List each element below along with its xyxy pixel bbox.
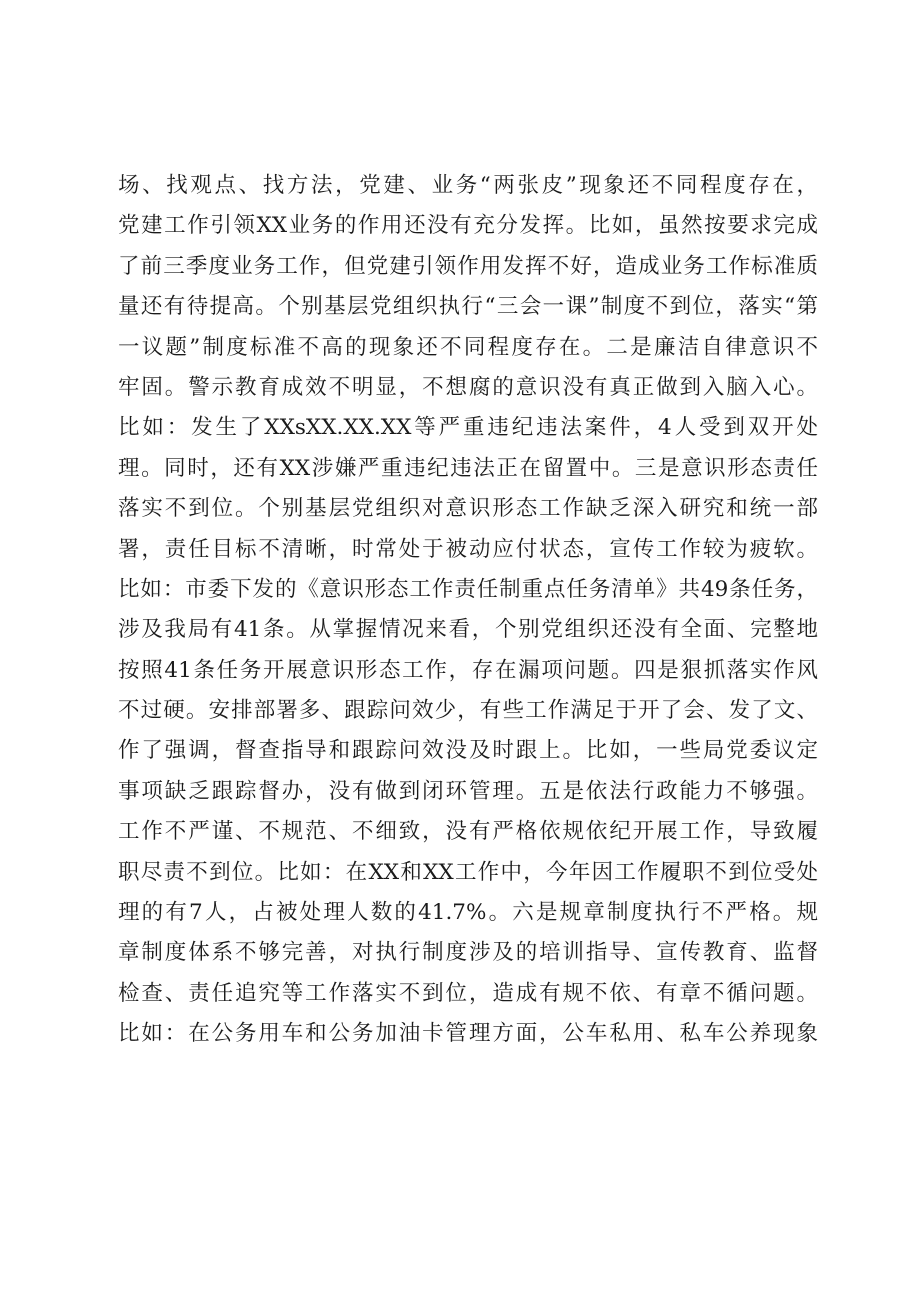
- text-line-7: 比如：发生了XXsXX.XX.XX等严重违纪违法案件，4人受到双开处: [118, 415, 818, 441]
- text-line-22: 比如：在公务用车和公务加油卡管理方面，公车私用、私车公养现象: [118, 1021, 818, 1047]
- text-line-14: 不过硬。安排部署多、跟踪问效少，有些工作满足于开了会、发了文、: [118, 698, 818, 724]
- text-line-11: 比如：市委下发的《意识形态工作责任制重点任务清单》共49条任务，: [118, 576, 818, 602]
- text-line-2: 党建工作引领XX业务的作用还没有充分发挥。比如，虽然按要求完成: [118, 213, 818, 239]
- text-line-3: 了前三季度业务工作，但党建引领作用发挥不好，造成业务工作标准质: [118, 253, 818, 279]
- text-line-17: 工作不严谨、不规范、不细致，没有严格依规依纪开展工作，导致履: [118, 819, 818, 845]
- text-line-16: 事项缺乏跟踪督办，没有做到闭环管理。五是依法行政能力不够强。: [118, 778, 818, 804]
- text-line-4: 量还有待提高。个别基层党组织执行“三会一课”制度不到位，落实“第: [118, 294, 818, 320]
- text-line-18: 职尽责不到位。比如：在XX和XX工作中，今年因工作履职不到位受处: [118, 859, 818, 885]
- text-line-8: 理。同时，还有XX涉嫌严重违纪违法正在留置中。三是意识形态责任: [118, 455, 818, 481]
- text-line-12: 涉及我局有41条。从掌握情况来看，个别党组织还没有全面、完整地: [118, 617, 818, 643]
- text-line-20: 章制度体系不够完善，对执行制度涉及的培训指导、宣传教育、监督: [118, 940, 818, 966]
- text-line-15: 作了强调，督查指导和跟踪问效没及时跟上。比如，一些局党委议定: [118, 738, 818, 764]
- text-line-5: 一议题”制度标准不高的现象还不同程度存在。二是廉洁自律意识不: [118, 334, 818, 360]
- text-line-21: 检查、责任追究等工作落实不到位，造成有规不依、有章不循问题。: [118, 980, 818, 1006]
- text-line-1: 场、找观点、找方法，党建、业务“两张皮”现象还不同程度存在，: [118, 173, 818, 198]
- body-paragraph: [118, 166, 818, 1055]
- text-line-10: 署，责任目标不清晰，时常处于被动应付状态，宣传工作较为疲软。: [118, 536, 818, 562]
- text-line-13: 按照41条任务开展意识形态工作，存在漏项问题。四是狠抓落实作风: [118, 657, 818, 683]
- text-line-19: 理的有7人，占被处理人数的41.7%。六是规章制度执行不严格。规: [118, 900, 818, 926]
- text-line-6: 牢固。警示教育成效不明显，不想腐的意识没有真正做到入脑入心。: [118, 374, 818, 400]
- text-line-9: 落实不到位。个别基层党组织对意识形态工作缺乏深入研究和统一部: [118, 496, 818, 522]
